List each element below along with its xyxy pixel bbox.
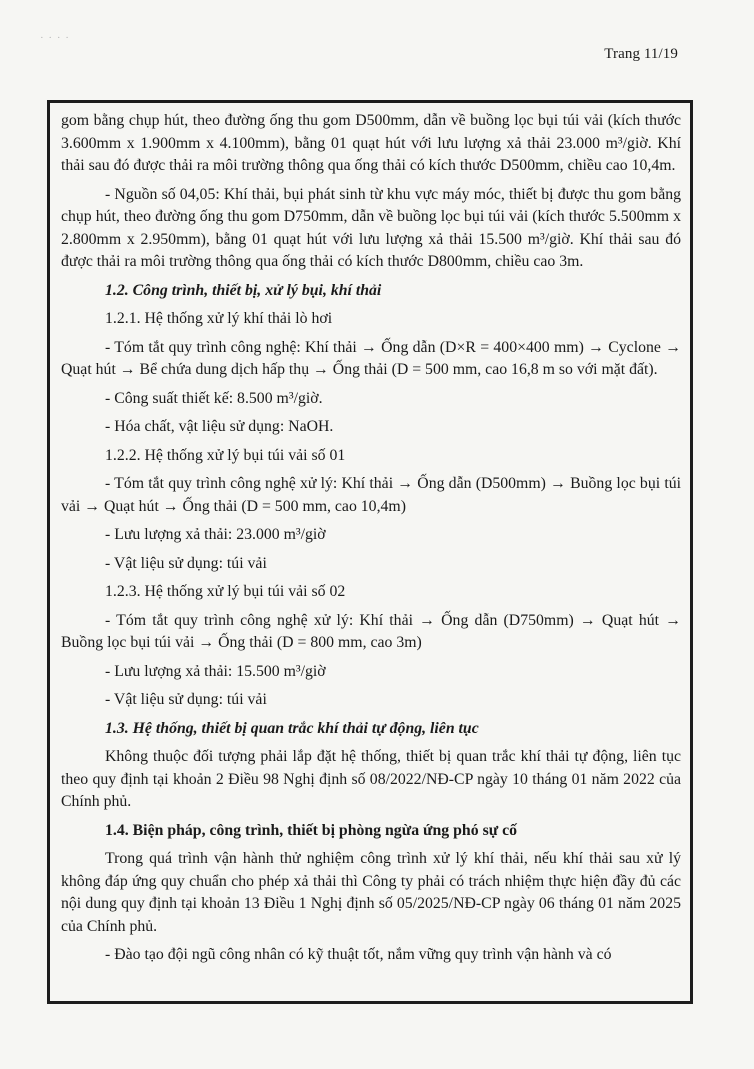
chemicals-used: - Hóa chất, vật liệu sử dụng: NaOH.: [105, 418, 334, 435]
process-summary-bag-filter-01: - Tóm tắt quy trình công nghệ xử lý: Khí thải → Ống dẫn (D500mm) → Buồng lọc bụi túi vải → Quạt hút → Ống thải (D = 500 mm, cao 10,4m): [61, 475, 681, 515]
paragraph-continuation: gom bằng chụp hút, theo đường ống thu gom D500mm, dẫn về buồng lọc bụi túi vải (kích thước 3.600mm x 1.900mm x 4.100mm), bằng 01 quạt hút với lưu lượng xả thải 23.000 m³/giờ. Khí thải sau đó được thải ra môi trường thông qua ống thải có kích thước D500mm, chiều cao 10,4m.: [61, 112, 681, 174]
heading-1-2: 1.2. Công trình, thiết bị, xử lý bụi, khí thải: [105, 281, 382, 299]
subheading-1-2-1: 1.2.1. Hệ thống xử lý khí thải lò hơi: [105, 310, 333, 327]
paragraph-training: - Đào tạo đội ngũ công nhân có kỹ thuật tốt, nắm vững quy trình vận hành và có: [105, 946, 612, 963]
subheading-1-2-3: 1.2.3. Hệ thống xử lý bụi túi vải số 02: [105, 583, 346, 600]
discharge-flow-01: - Lưu lượng xả thải: 23.000 m³/giờ: [105, 526, 326, 543]
materials-01: - Vật liệu sử dụng: túi vải: [105, 554, 267, 572]
paragraph-trial-operation: Trong quá trình vận hành thử nghiệm công trình xử lý khí thải, nếu khí thải sau xử lý không đáp ứng quy chuẩn cho phép xả thải thì Công ty phải có trách nhiệm thực hiện đầy đủ các nội dung quy định tại khoản 13 Điều 1 Nghị định số 05/2025/NĐ-CP ngày 06 tháng 01 năm 2025 của Chính phủ.: [61, 850, 681, 935]
page-number: Trang 11/19: [604, 46, 678, 62]
subheading-1-2-2: 1.2.2. Hệ thống xử lý bụi túi vải số 01: [105, 446, 346, 464]
discharge-flow-02: - Lưu lượng xả thải: 15.500 m³/giờ: [105, 662, 326, 680]
materials-02: - Vật liệu sử dụng: túi vải: [105, 691, 267, 708]
process-summary-boiler: - Tóm tắt quy trình công nghệ: Khí thải → Ống dẫn (D×R = 400×400 mm) → Cyclone → Quạt hút → Bể chứa dung dịch hấp thụ → Ống thải (D = 500 mm, cao 16,8 m so với mặt đất).: [61, 338, 681, 378]
paragraph-source-04-05: - Nguồn số 04,05: Khí thải, bụi phát sinh từ khu vực máy móc, thiết bị được thu gom bằng chụp hút, theo đường ống thu gom D750mm, dẫn về buồng lọc bụi túi vải (kích thước 5.500mm x 2.800mm x 2.950mm), bằng 01 quạt hút với lưu lượng xả thải 15.500 m³/giờ. Khí thải sau đó được thải ra môi trường thông qua ống thải có kích thước D800mm, chiều cao 3m.: [61, 185, 681, 270]
heading-1-3: 1.3. Hệ thống, thiết bị quan trắc khí thải tự động, liên tục: [105, 719, 479, 737]
process-summary-bag-filter-02: - Tóm tắt quy trình công nghệ xử lý: Khí thải → Ống dẫn (D750mm) → Quạt hút → Buồng lọc bụi túi vải → Ống thải (D = 800 mm, cao 3m): [61, 611, 681, 651]
heading-1-4: 1.4. Biện pháp, công trình, thiết bị phòng ngừa ứng phó sự cố: [105, 821, 518, 839]
document-frame: [47, 100, 693, 1004]
paragraph-monitoring: Không thuộc đối tượng phải lắp đặt hệ thống, thiết bị quan trắc khí thải tự động, liên tục theo quy định tại khoản 2 Điều 98 Nghị định số 08/2022/NĐ-CP ngày 10 tháng 01 năm 2022 của Chính phủ.: [61, 748, 681, 810]
design-capacity: - Công suất thiết kế: 8.500 m³/giờ.: [105, 389, 323, 407]
scan-mark: · · · ·: [40, 32, 70, 44]
